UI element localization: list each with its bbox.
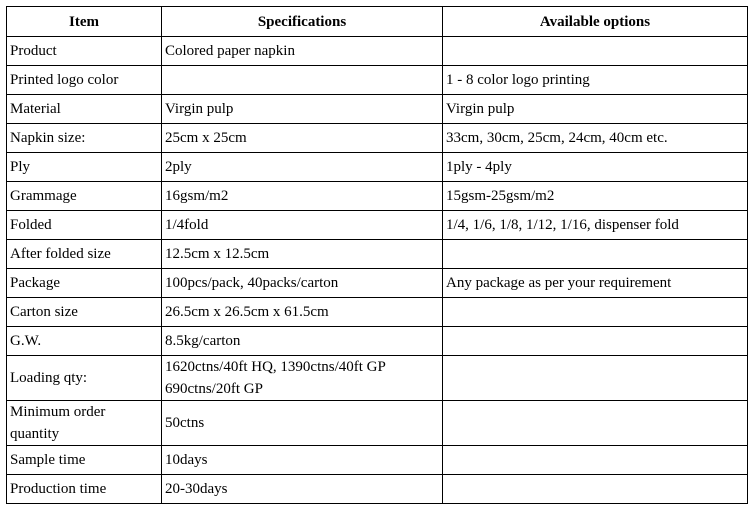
table-row xyxy=(7,327,748,356)
item-cell: Napkin size: xyxy=(7,124,162,153)
spec-cell: 2ply xyxy=(162,153,443,182)
column-header-item: Item xyxy=(7,7,162,37)
item-cell: Package xyxy=(7,269,162,298)
item-cell: After folded size xyxy=(7,240,162,269)
options-cell: Any package as per your requirement xyxy=(443,269,748,298)
item-cell: Material xyxy=(7,95,162,124)
table-row xyxy=(7,269,748,298)
column-header-available-options: Available options xyxy=(443,7,748,37)
table-row xyxy=(7,356,748,401)
options-cell xyxy=(443,240,748,269)
table-row xyxy=(7,211,748,240)
table-row xyxy=(7,182,748,211)
options-cell: 15gsm-25gsm/m2 xyxy=(443,182,748,211)
options-cell: Virgin pulp xyxy=(443,95,748,124)
spec-cell: 8.5kg/carton xyxy=(162,327,443,356)
spec-cell: 12.5cm x 12.5cm xyxy=(162,240,443,269)
table-row xyxy=(7,446,748,475)
spec-cell: Colored paper napkin xyxy=(162,37,443,66)
spec-cell: 25cm x 25cm xyxy=(162,124,443,153)
column-header-specifications: Specifications xyxy=(162,7,443,37)
spec-cell: 1/4fold xyxy=(162,211,443,240)
item-cell: G.W. xyxy=(7,327,162,356)
options-cell xyxy=(443,37,748,66)
spec-cell: 50ctns xyxy=(162,401,443,446)
table-row xyxy=(7,240,748,269)
item-cell: Folded xyxy=(7,211,162,240)
options-cell: 1ply - 4ply xyxy=(443,153,748,182)
spec-cell: 26.5cm x 26.5cm x 61.5cm xyxy=(162,298,443,327)
options-cell: 1 - 8 color logo printing xyxy=(443,66,748,95)
spec-cell: 100pcs/pack, 40packs/carton xyxy=(162,269,443,298)
options-cell xyxy=(443,475,748,504)
item-cell: Ply xyxy=(7,153,162,182)
item-cell: Product xyxy=(7,37,162,66)
item-cell: Loading qty: xyxy=(7,356,162,401)
spec-cell: 20-30days xyxy=(162,475,443,504)
table-row xyxy=(7,153,748,182)
options-cell xyxy=(443,356,748,401)
item-cell: Carton size xyxy=(7,298,162,327)
spec-cell: 10days xyxy=(162,446,443,475)
options-cell: 33cm, 30cm, 25cm, 24cm, 40cm etc. xyxy=(443,124,748,153)
item-cell: Production time xyxy=(7,475,162,504)
options-cell xyxy=(443,401,748,446)
header-row xyxy=(7,7,748,37)
spec-cell: 1620ctns/40ft HQ, 1390ctns/40ft GP 690ctns/20ft GP xyxy=(162,356,443,401)
table-row xyxy=(7,66,748,95)
options-cell xyxy=(443,298,748,327)
table-row xyxy=(7,37,748,66)
item-cell: Printed logo color xyxy=(7,66,162,95)
table-row xyxy=(7,475,748,504)
item-cell: Minimum order quantity xyxy=(7,401,162,446)
table-row xyxy=(7,401,748,446)
options-cell xyxy=(443,446,748,475)
spec-table xyxy=(6,6,748,504)
options-cell: 1/4, 1/6, 1/8, 1/12, 1/16, dispenser fold xyxy=(443,211,748,240)
spec-cell: Virgin pulp xyxy=(162,95,443,124)
spec-cell xyxy=(162,66,443,95)
item-cell: Grammage xyxy=(7,182,162,211)
item-cell: Sample time xyxy=(7,446,162,475)
table-row xyxy=(7,95,748,124)
options-cell xyxy=(443,327,748,356)
table-row xyxy=(7,298,748,327)
spec-cell: 16gsm/m2 xyxy=(162,182,443,211)
table-row xyxy=(7,124,748,153)
